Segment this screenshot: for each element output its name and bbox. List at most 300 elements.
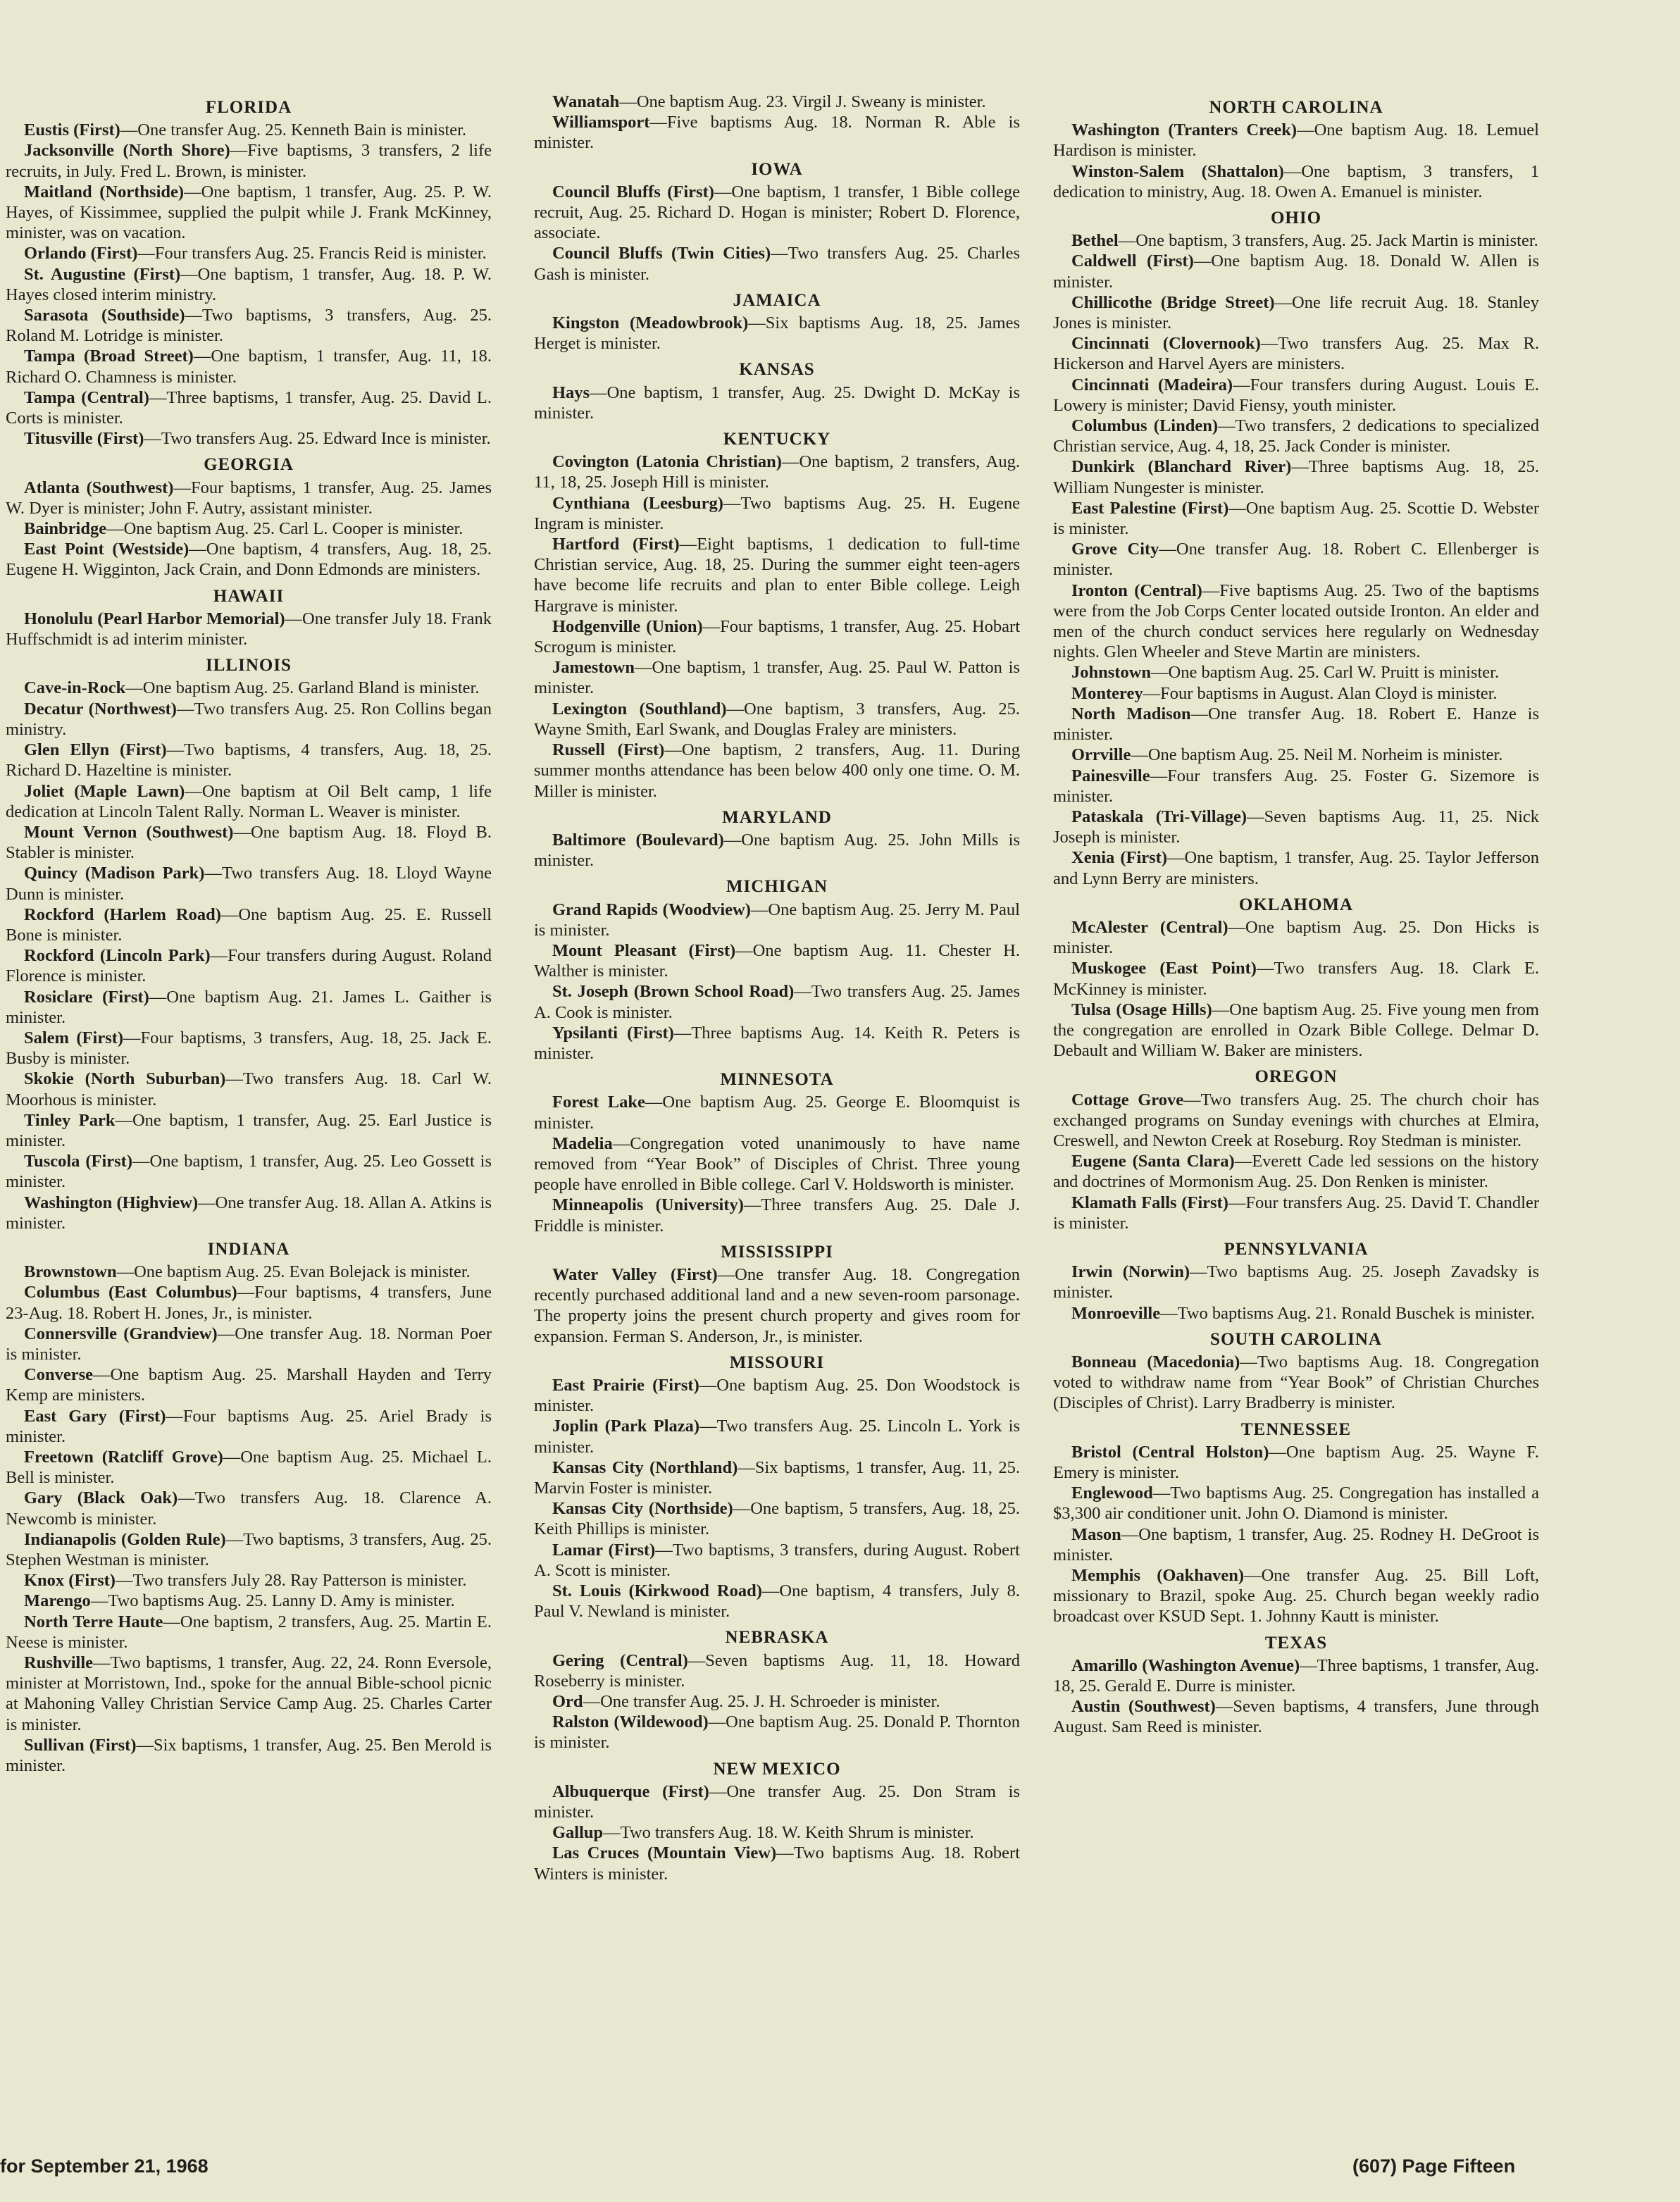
church-entry — [1053, 1524, 1539, 1565]
entry-text: —Two transfers Aug. 25. The church choir has exchanged programs on Sunday evenings with churches at Elmira, Creswell, and Newton Creek at Roseburg. Roy Stedman is minister. — [1053, 1090, 1539, 1150]
entry-text: —One life recruit Aug. 18. Stanley Jones is minister. — [1053, 292, 1539, 333]
church-entry — [1053, 958, 1539, 999]
church-name: Council Bluffs (First) — [552, 182, 714, 201]
church-name: Kansas City (Northside) — [552, 1499, 733, 1519]
church-entry — [1053, 766, 1539, 807]
church-name: Quincy (Madison Park) — [24, 864, 205, 883]
church-name: Baltimore (Boulevard) — [552, 830, 724, 850]
church-name: Irwin (Norwin) — [1071, 1262, 1190, 1282]
church-name: Knox (First) — [24, 1571, 116, 1591]
church-entry — [534, 1691, 1020, 1712]
church-entry — [6, 987, 492, 1028]
church-entry — [534, 182, 1020, 244]
church-entry — [534, 740, 1020, 802]
entry-text: —Four transfers Aug. 25. Francis Reid is minister. — [137, 244, 487, 263]
entry-text: —Everett Cade led sessions on the history and doctrines of Mormonism Aug. 25. Don Renken is minister. — [1053, 1152, 1539, 1192]
church-entry — [1053, 1303, 1539, 1324]
church-name: Orlando (First) — [24, 244, 138, 263]
entry-text: —One transfer Aug. 25. Don Stram is minister. — [534, 1781, 1020, 1822]
church-name: Gering (Central) — [552, 1650, 688, 1670]
church-name: Titusville (First) — [24, 429, 144, 449]
entry-text: —Four transfers Aug. 25. David T. Chandler is minister. — [1053, 1193, 1539, 1233]
church-name: Council Bluffs (Twin Cities) — [552, 244, 771, 263]
church-name: Monroeville — [1071, 1303, 1161, 1323]
church-entry — [534, 1023, 1020, 1064]
church-name: Russell (First) — [552, 740, 665, 760]
state-heading: KENTUCKY — [723, 430, 831, 449]
entry-text: —One baptism, 1 transfer, 1 Bible college recruit, Aug. 25. Richard D. Hogan is minister; Robert D. Florence, associate. — [534, 182, 1020, 243]
entry-text: —One baptism, 1 transfer, Aug. 25. Paul W. Patton is minister. — [534, 658, 1020, 698]
entry-text: —Two baptisms, 3 transfers, Aug. 25. Roland M. Lotridge is minister. — [6, 306, 492, 346]
entry-text: —One baptism Aug. 25. Neil M. Norheim is minister. — [1131, 745, 1503, 765]
church-name: Lamar (First) — [552, 1540, 656, 1560]
entry-text: —One baptism Aug. 11. Chester H. Walther is minister. — [534, 940, 1020, 981]
entry-text: —Three baptisms Aug. 14. Keith R. Peters is minister. — [534, 1023, 1020, 1063]
entry-text: —One baptism, 4 transfers, Aug. 18, 25. Eugene H. Wigginton, Jack Crain, and Donn Edmonds are ministers. — [6, 540, 492, 580]
entry-text: —Two baptisms, 1 transfer, Aug. 22, 24. Ronn Eversole, minister at Morristown, Ind., spoke for the annual Bible-school picnic at Mahoning Valley Christian Service Camp Aug. 25. Charles Carter is minister. — [6, 1653, 492, 1734]
church-name: Las Cruces (Mountain View) — [552, 1843, 777, 1863]
church-entry — [534, 534, 1020, 616]
entry-text: —One transfer Aug. 18. Congregation recently purchased additional land and a new seven-room parsonage. The property joins the present church property and gives room for expansion. Ferman S. Anderson, Jr., is minister. — [534, 1264, 1020, 1346]
church-entry — [534, 243, 1020, 284]
church-entry — [1053, 161, 1539, 202]
church-entry — [1053, 292, 1539, 333]
church-name: Sullivan (First) — [24, 1735, 137, 1755]
church-entry — [534, 1457, 1020, 1498]
church-name: Tampa (Central) — [24, 387, 149, 407]
entry-text: —One baptism Aug. 25. Donald P. Thornton is minister. — [534, 1712, 1020, 1753]
church-entry — [534, 1133, 1020, 1195]
church-name: Chillicothe (Bridge Street) — [1071, 292, 1275, 312]
church-name: Tuscola (First) — [24, 1152, 132, 1171]
entry-text: —Four transfers during August. Roland Florence is minister. — [6, 946, 492, 986]
church-name: Gary (Black Oak) — [24, 1488, 178, 1508]
church-entry — [534, 313, 1020, 354]
church-name: Painesville — [1071, 766, 1150, 785]
entry-text: —One baptism Aug. 18. Lemuel Hardison is minister. — [1053, 120, 1539, 161]
church-name: Memphis (Oakhaven) — [1071, 1566, 1245, 1586]
church-name: Minneapolis (University) — [552, 1195, 744, 1215]
church-name: Ralston (Wildewood) — [552, 1712, 709, 1732]
church-name: Mount Pleasant (First) — [552, 940, 736, 960]
entry-text: —Two baptisms, 3 transfers, during August. Robert A. Scott is minister. — [534, 1540, 1020, 1580]
entry-text: —One transfer Aug. 18. Robert E. Hanze is minister. — [1053, 704, 1539, 745]
church-name: Rockford (Harlem Road) — [24, 904, 221, 924]
church-name: Hays — [552, 382, 590, 402]
state-heading: MARYLAND — [722, 807, 832, 827]
entry-text: —Five baptisms Aug. 18. Norman R. Able is minister. — [534, 113, 1020, 153]
church-name: Mount Vernon (Southwest) — [24, 822, 234, 842]
church-name: Albuquerque (First) — [552, 1781, 709, 1801]
church-name: Joplin (Park Plaza) — [552, 1417, 700, 1436]
church-entry — [6, 305, 492, 346]
state-heading: NEW MEXICO — [713, 1759, 841, 1779]
church-entry — [6, 699, 492, 740]
entry-text: —One baptism, 1 transfer, Aug. 25. P. W. Hayes, of Kissimmee, supplied the pulpit while J. Frank McKinney, minister, was on vacation. — [6, 182, 492, 243]
church-entry — [1053, 230, 1539, 251]
church-entry — [1053, 745, 1539, 765]
entry-text: —Two baptisms, 3 transfers, Aug. 25. Stephen Westman is minister. — [6, 1529, 492, 1570]
entry-text: —One transfer Aug. 18. Robert C. Ellenberger is minister. — [1053, 540, 1539, 580]
church-entry — [1053, 1151, 1539, 1192]
church-name: Mason — [1071, 1524, 1121, 1544]
church-name: Freetown (Ratcliff Grove) — [24, 1448, 223, 1467]
church-name: Grove City — [1071, 540, 1159, 559]
entry-text: —Two transfers Aug. 18. Carl W. Moorhous is minister. — [6, 1069, 492, 1109]
church-name: Cincinnati (Madeira) — [1071, 375, 1233, 394]
state-heading: FLORIDA — [205, 98, 292, 117]
church-entry — [1053, 1352, 1539, 1414]
state-heading: MISSOURI — [729, 1352, 825, 1372]
state-heading: TENNESSEE — [1240, 1419, 1352, 1439]
church-entry — [6, 1282, 492, 1323]
church-name: Bethel — [1071, 231, 1119, 251]
entry-text: —One baptism, 4 transfers, July 8. Paul V. Newland is minister. — [534, 1581, 1020, 1622]
church-name: Joliet (Maple Lawn) — [24, 781, 185, 801]
church-name: East Prairie (First) — [552, 1375, 699, 1395]
entry-text: —Two baptisms Aug. 25. Lanny D. Amy is minister. — [90, 1591, 455, 1611]
entry-text: —One baptism Aug. 25. Don Woodstock is minister. — [534, 1375, 1020, 1416]
entry-text: —Two baptisms Aug. 25. Joseph Zavadsky is minister. — [1053, 1262, 1540, 1302]
church-entry — [6, 904, 492, 945]
column-2 — [534, 92, 1020, 1884]
state-heading: MICHIGAN — [726, 877, 828, 897]
church-entry — [534, 830, 1020, 871]
church-name: Klamath Falls (First) — [1071, 1193, 1228, 1212]
church-entry — [1053, 498, 1539, 539]
entry-text: —Two transfers Aug. 18. Lloyd Wayne Dunn is minister. — [6, 864, 492, 904]
church-name: Cave-in-Rock — [24, 678, 126, 698]
church-name: Columbus (Linden) — [1071, 416, 1219, 436]
entry-text: —One baptism Aug. 25. E. Russell Bone is minister. — [6, 904, 492, 945]
church-name: Caldwell (First) — [1071, 251, 1194, 271]
church-name: Skokie (North Suburban) — [24, 1069, 226, 1089]
church-name: St. Joseph (Brown School Road) — [552, 982, 795, 1002]
entry-text: —One baptism, 1 transfer, Aug. 25. Earl Justice is minister. — [6, 1110, 492, 1150]
entry-text: —Two transfers July 28. Ray Patterson is minister. — [115, 1571, 467, 1591]
church-name: Tampa (Broad Street) — [24, 347, 194, 366]
church-entry — [6, 478, 492, 518]
entry-text: —One transfer July 18. Frank Huffschmidt is ad interim minister. — [6, 609, 492, 649]
church-entry — [534, 1498, 1020, 1539]
church-name: Jamestown — [552, 658, 635, 678]
entry-text: —Four baptisms, 3 transfers, Aug. 18, 25. Jack E. Busby is minister. — [6, 1028, 492, 1069]
church-entry — [1053, 416, 1539, 456]
church-name: Cincinnati (Clovernook) — [1071, 334, 1261, 354]
state-heading: JAMAICA — [733, 290, 821, 310]
entry-text: —One transfer Aug. 18. Allan A. Atkins is minister. — [6, 1193, 492, 1233]
church-name: East Palestine (First) — [1071, 498, 1229, 518]
entry-text: —Four baptisms, 4 transfers, June 23-Aug. 18. Robert H. Jones, Jr., is minister. — [6, 1283, 492, 1323]
entry-text: —Eight baptisms, 1 dedication to full-time Christian service, Aug. 18, 25. During the summer eight teen-agers have become life recruits and plan to enter Bible college. Leigh Hargrave is minister. — [534, 535, 1020, 616]
church-name: Englewood — [1071, 1483, 1153, 1503]
church-entry — [534, 1843, 1020, 1884]
state-heading: MINNESOTA — [720, 1070, 834, 1090]
church-entry — [6, 1028, 492, 1069]
church-entry — [534, 981, 1020, 1022]
state-heading: OHIO — [1270, 209, 1322, 228]
church-name: Connersville (Grandview) — [24, 1324, 218, 1343]
entry-text: —Six baptisms, 1 transfer, Aug. 11, 25. Marvin Foster is minister. — [534, 1457, 1020, 1498]
entry-text: —One baptism Aug. 25. Garland Bland is minister. — [125, 678, 480, 698]
entry-text: —Six baptisms, 1 transfer, Aug. 25. Ben Merold is minister. — [6, 1735, 492, 1776]
church-entry — [6, 1488, 492, 1529]
state-heading: INDIANA — [207, 1239, 290, 1259]
entry-text: —Four transfers during August. Louis E. Lowery is minister; David Fiensy, youth minister. — [1053, 375, 1539, 415]
entry-text: —Two transfers Aug. 25. Lincoln L. York is minister. — [534, 1417, 1020, 1457]
church-entry — [1053, 120, 1539, 161]
church-name: Decatur (Northwest) — [24, 699, 177, 719]
entry-text: —Congregation voted unanimously to have name removed from “Year Book” of Disciples of Christ. Three young people have enrolled in Bible college. Carl V. Holdsworth is minister. — [534, 1133, 1020, 1195]
church-entry — [6, 518, 492, 539]
church-entry — [6, 740, 492, 780]
entry-text: —Seven baptisms, 4 transfers, June through August. Sam Reed is minister. — [1053, 1697, 1540, 1737]
church-entry — [1053, 1262, 1539, 1302]
church-entry — [534, 1264, 1020, 1347]
church-name: Monterey — [1071, 683, 1143, 703]
state-heading: HAWAII — [213, 586, 285, 606]
entry-text: —Seven baptisms Aug. 11, 25. Nick Joseph is minister. — [1053, 807, 1539, 847]
church-entry — [6, 120, 492, 140]
entry-text: —One baptism Aug. 18. Floyd B. Stabler is minister. — [6, 822, 492, 863]
entry-text: —Six baptisms Aug. 18, 25. James Herget is minister. — [534, 313, 1020, 354]
church-entry — [6, 1110, 492, 1151]
entry-text: —Two baptisms Aug. 18. Robert Winters is minister. — [534, 1843, 1020, 1884]
church-entry — [534, 1375, 1020, 1416]
church-entry — [6, 428, 492, 449]
church-entry — [6, 863, 492, 904]
church-entry — [6, 609, 492, 649]
church-entry — [6, 1364, 492, 1405]
church-entry — [1053, 375, 1539, 416]
church-name: Wanatah — [552, 92, 620, 111]
church-entry — [534, 1581, 1020, 1622]
church-entry — [6, 243, 492, 263]
church-entry — [6, 1193, 492, 1233]
church-entry — [6, 945, 492, 986]
church-name: Eugene (Santa Clara) — [1071, 1152, 1235, 1171]
church-name: Tulsa (Osage Hills) — [1071, 1000, 1212, 1019]
entry-text: —Three baptisms Aug. 18, 25. William Nungester is minister. — [1053, 457, 1539, 497]
entry-text: —One transfer Aug. 25. Kenneth Bain is minister. — [120, 120, 467, 140]
entry-text: —One baptism Aug. 25. Michael L. Bell is minister. — [6, 1448, 492, 1488]
church-name: Covington (Latonia Christian) — [552, 452, 782, 472]
entry-text: —One baptism, 3 transfers, Aug. 25. Jack Martin is minister. — [1118, 231, 1538, 251]
entry-text: —Two transfers Aug. 25. James A. Cook is minister. — [534, 982, 1020, 1022]
entry-text: —One transfer Aug. 25. Bill Loft, missionary to Brazil, spoke Aug. 25. Church began weekly radio broadcast over KSUD Sept. 1. Johnny Kautt is minister. — [1053, 1566, 1539, 1626]
entry-text: —One baptism Aug. 25. John Mills is minister. — [534, 830, 1021, 871]
entry-text: —Two transfers, 2 dedications to specialized Christian service, Aug. 4, 18, 25. Jack Conder is minister. — [1053, 416, 1539, 456]
church-entry — [1053, 1655, 1539, 1696]
church-entry — [534, 382, 1020, 423]
church-entry — [1053, 1696, 1539, 1737]
church-name: East Point (Westside) — [24, 540, 189, 559]
church-name: North Madison — [1071, 704, 1191, 723]
church-name: Honolulu (Pearl Harbor Memorial) — [24, 609, 285, 628]
church-name: Indianapolis (Golden Rule) — [24, 1529, 226, 1549]
entry-text: —Three baptisms, 1 transfer, Aug. 25. David L. Corts is minister. — [6, 387, 492, 428]
church-entry — [534, 452, 1020, 492]
church-entry — [534, 92, 1020, 112]
entry-text: —One baptism, 2 transfers, Aug. 11. During summer months attendance has been below 400 only one time. O. M. Miller is minister. — [534, 740, 1020, 801]
entry-text: —Two transfers Aug. 18. Clark E. McKinney is minister. — [1053, 959, 1539, 999]
church-entry — [6, 1151, 492, 1192]
church-entry — [6, 781, 492, 822]
church-name: Atlanta (Southwest) — [24, 478, 174, 497]
entry-text: —One baptism, 1 transfer, Aug. 18. P. W. Hayes closed interim ministry. — [6, 264, 492, 304]
church-name: Converse — [24, 1365, 93, 1385]
church-entry — [6, 1653, 492, 1735]
church-name: Lexington (Southland) — [552, 699, 727, 719]
entry-text: —One baptism Aug. 25. Carl W. Pruitt is minister. — [1151, 663, 1500, 683]
church-name: Johnstown — [1071, 663, 1152, 683]
entry-text: —Two transfers Aug. 18. Clarence A. Newcomb is minister. — [6, 1488, 492, 1529]
church-name: Amarillo (Washington Avenue) — [1071, 1655, 1300, 1675]
church-name: St. Augustine (First) — [24, 264, 181, 284]
church-name: Ypsilanti (First) — [552, 1023, 674, 1043]
footer-date: for September 21, 1968 — [0, 2156, 209, 2177]
entry-text: —Two transfers Aug. 25. Charles Gash is minister. — [534, 244, 1020, 284]
entry-text: —Four baptisms Aug. 25. Ariel Brady is minister. — [6, 1406, 492, 1446]
church-name: Rushville — [24, 1653, 94, 1673]
church-name: Water Valley (First) — [552, 1264, 718, 1284]
church-entry — [1053, 1565, 1539, 1627]
church-entry — [1053, 251, 1539, 292]
church-entry — [1053, 1090, 1539, 1152]
church-entry — [1053, 580, 1539, 663]
church-entry — [534, 900, 1020, 940]
entry-text: —One baptism, 1 transfer, Aug. 25. Dwight D. McKay is minister. — [534, 382, 1020, 423]
entry-text: —Two baptisms, 4 transfers, Aug. 18, 25. Richard D. Hazeltine is minister. — [6, 740, 492, 780]
church-entry — [534, 1822, 1020, 1843]
entry-text: —One baptism Aug. 25. Carl L. Cooper is minister. — [106, 519, 463, 539]
church-name: Xenia (First) — [1071, 848, 1168, 868]
church-name: Sarasota (Southside) — [24, 306, 185, 325]
entry-text: —Four baptisms, 1 transfer, Aug. 25. Hobart Scrogum is minister. — [534, 616, 1021, 657]
church-name: Eustis (First) — [24, 120, 120, 140]
church-entry — [1053, 333, 1539, 374]
entry-text: —Two transfers Aug. 18. W. Keith Shrum is minister. — [603, 1823, 974, 1843]
entry-text: —One transfer Aug. 25. J. H. Schroeder is minister. — [583, 1692, 940, 1712]
church-name: Williamsport — [552, 113, 650, 132]
church-entry — [1053, 539, 1539, 580]
church-name: Dunkirk (Blanchard River) — [1071, 457, 1292, 477]
entry-text: —One baptism Aug. 25. Marshall Hayden and Terry Kemp are ministers. — [6, 1365, 492, 1405]
church-entry — [6, 1262, 492, 1282]
church-entry — [534, 699, 1020, 740]
church-entry — [6, 1529, 492, 1570]
church-entry — [6, 1406, 492, 1447]
state-heading: MISSISSIPPI — [721, 1242, 833, 1262]
state-heading: IOWA — [751, 159, 803, 179]
church-entry — [6, 678, 492, 698]
church-name: Bonneau (Macedonia) — [1071, 1352, 1240, 1371]
church-name: Hodgenville (Union) — [552, 616, 703, 636]
church-name: Forest Lake — [552, 1093, 645, 1112]
church-entry — [1053, 1483, 1539, 1524]
church-name: Ord — [552, 1692, 583, 1712]
church-name: Tinley Park — [24, 1110, 116, 1130]
entry-text: —Two baptisms Aug. 18. Congregation voted to withdraw name from “Year Book” of Christian Churches (Disciples of Christ). Larry Bradberry is minister. — [1053, 1352, 1540, 1413]
entry-text: —One baptism Aug. 21. James L. Gaither is minister. — [6, 987, 492, 1027]
church-name: Winston-Salem (Shattalon) — [1071, 161, 1284, 181]
church-name: Kingston (Meadowbrook) — [552, 313, 749, 333]
church-name: Rosiclare (First) — [24, 987, 149, 1007]
church-name: Muskogee (East Point) — [1071, 959, 1257, 978]
church-name: Hartford (First) — [552, 535, 680, 554]
state-heading: OREGON — [1255, 1067, 1338, 1087]
entry-text: —One baptism Aug. 25. Don Hicks is minister. — [1053, 917, 1539, 958]
entry-text: —Five baptisms, 3 transfers, 2 life recruits, in July. Fred L. Brown, is minister. — [6, 141, 492, 181]
church-entry — [6, 1069, 492, 1109]
church-entry — [6, 822, 492, 863]
entry-text: —One baptism Aug. 23. Virgil J. Sweany is minister. — [619, 92, 986, 111]
church-entry — [1053, 847, 1539, 888]
entry-text: —One baptism, 2 transfers, Aug. 11, 18, 25. Joseph Hill is minister. — [534, 452, 1020, 492]
church-name: Columbus (East Columbus) — [24, 1283, 237, 1302]
church-entry — [6, 1324, 492, 1364]
church-entry — [534, 1092, 1020, 1133]
church-name: Washington (Tranters Creek) — [1071, 120, 1298, 140]
church-entry — [6, 1735, 492, 1776]
church-entry — [534, 493, 1020, 534]
church-name: McAlester (Central) — [1071, 917, 1228, 937]
entry-text: —Two transfers Aug. 25. Max R. Hickerson and Harvel Ayers are ministers. — [1053, 334, 1540, 374]
church-name: Maitland (Northside) — [24, 182, 185, 201]
church-entry — [534, 1416, 1020, 1457]
church-name: North Terre Haute — [24, 1612, 163, 1631]
entry-text: —One baptism, 1 transfer, Aug. 25. Rodney H. DeGroot is minister. — [1053, 1524, 1539, 1565]
entry-text: —One baptism Aug. 25. Evan Bolejack is minister. — [116, 1262, 471, 1282]
church-entry — [6, 1447, 492, 1488]
entry-text: —One baptism, 2 transfers, Aug. 25. Martin E. Neese is minister. — [6, 1612, 492, 1652]
entry-text: —Two baptisms Aug. 25. H. Eugene Ingram is minister. — [534, 493, 1020, 533]
entry-text: —One baptism Aug. 25. Five young men from the congregation are enrolled in Ozark Bible College. Delmar D. Debault and William W. Baker are ministers. — [1053, 1000, 1539, 1061]
church-entry — [6, 387, 492, 428]
column-1 — [6, 92, 492, 1776]
entry-text: —Three transfers Aug. 25. Dale J. Friddle is minister. — [534, 1195, 1020, 1236]
church-name: Madelia — [552, 1133, 613, 1153]
column-3 — [1053, 92, 1539, 1738]
state-heading: TEXAS — [1264, 1633, 1328, 1653]
church-entry — [6, 264, 492, 305]
church-entry — [6, 1591, 492, 1611]
church-entry — [1053, 683, 1539, 704]
church-name: Brownstown — [24, 1262, 117, 1282]
entry-text: —Four baptisms in August. Alan Cloyd is minister. — [1143, 683, 1498, 703]
entry-text: —One baptism, 1 transfer, Aug. 11, 18. Richard O. Chamness is minister. — [6, 347, 492, 387]
church-entry — [534, 1650, 1020, 1691]
church-entry — [534, 112, 1020, 153]
entry-text: —One baptism, 5 transfers, Aug. 18, 25. Keith Phillips is minister. — [534, 1499, 1020, 1539]
church-entry — [534, 1781, 1020, 1822]
state-heading: GEORGIA — [204, 455, 294, 475]
church-entry — [1053, 917, 1539, 958]
church-name: Rockford (Lincoln Park) — [24, 946, 211, 966]
church-name: Orrville — [1071, 745, 1131, 765]
state-heading: NORTH CAROLINA — [1209, 98, 1383, 117]
entry-text: —One baptism at Oil Belt camp, 1 life dedication at Lincoln Talent Rally. Norman L. Weaver is minister. — [6, 781, 492, 821]
church-entry — [6, 182, 492, 244]
church-name: Cottage Grove — [1071, 1090, 1184, 1109]
church-entry — [534, 657, 1020, 698]
entry-text: —Four baptisms, 1 transfer, Aug. 25. James W. Dyer is minister; John F. Autry, assistant minister. — [6, 478, 492, 518]
entry-text: —One baptism Aug. 25. Wayne F. Emery is minister. — [1053, 1442, 1539, 1482]
church-entry — [1053, 807, 1539, 847]
church-entry — [1053, 704, 1539, 745]
church-name: Pataskala (Tri-Village) — [1071, 807, 1247, 826]
church-entry — [1053, 1442, 1539, 1483]
